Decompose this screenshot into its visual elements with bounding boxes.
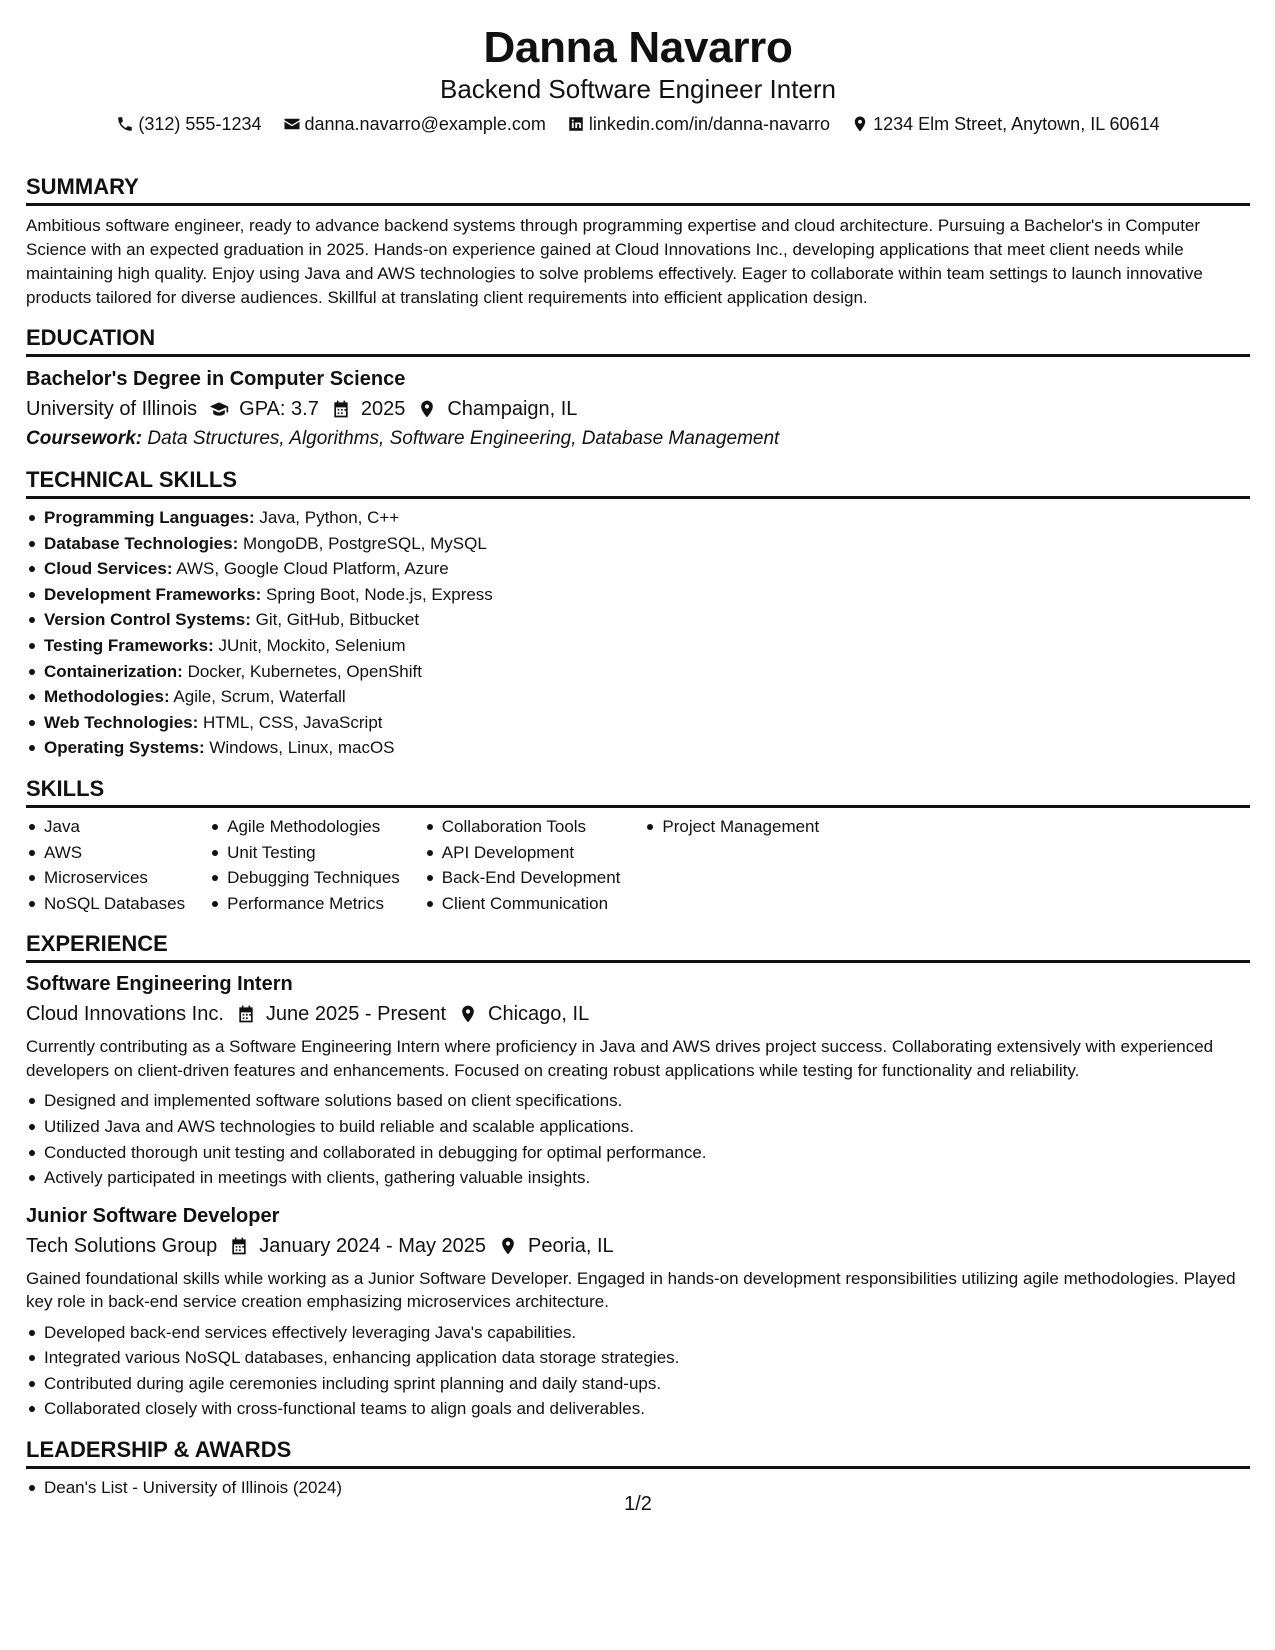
calendar-icon xyxy=(229,1236,249,1256)
candidate-title: Backend Software Engineer Intern xyxy=(439,74,837,104)
coursework-list: Data Structures, Algorithms, Software Engineering, Database Management xyxy=(147,428,780,449)
skill-values: Git, GitHub, Bitbucket xyxy=(255,610,420,630)
list-item xyxy=(44,556,1250,582)
list-item: Utilized Java and AWS technologies to build reliable and scalable applications. xyxy=(44,1114,1250,1140)
list-item: Collaborated closely with cross-functional teams to align goals and deliverables. xyxy=(44,1396,1250,1422)
summary-heading: SUMMARY xyxy=(26,173,1250,206)
map-pin-icon xyxy=(498,1236,518,1256)
skills-column xyxy=(644,814,819,916)
education-section xyxy=(26,324,1250,452)
list-item: Developed back-end services effectively leveraging Java's capabilities. xyxy=(44,1320,1250,1346)
phone-text: (312) 555-1234 xyxy=(138,114,262,134)
technical-skills-section xyxy=(26,466,1250,761)
job-title: Software Engineering Intern xyxy=(26,973,293,996)
school-name: University of Illinois xyxy=(26,398,198,420)
contact-linkedin[interactable] xyxy=(567,112,830,136)
skill-category: Version Control Systems: xyxy=(44,610,251,630)
job-location: Peoria, IL xyxy=(528,1234,614,1257)
job-description: Gained foundational skills while working as a Junior Software Developer. Engaged in hands-on development responsibilities utilizing agile methodologies. Played key role in back-end service creation emphasizing microservices architecture. xyxy=(26,1268,1236,1312)
list-item: Microservices xyxy=(44,865,185,891)
list-item: AWS xyxy=(44,840,185,866)
list-item: Agile Methodologies xyxy=(227,814,400,840)
technical-skills-heading: TECHNICAL SKILLS xyxy=(26,466,1250,499)
skills-column xyxy=(209,814,400,916)
skill-category: Web Technologies: xyxy=(44,712,199,732)
coursework-label: Coursework: xyxy=(26,428,143,449)
company-name: Tech Solutions Group xyxy=(26,1234,218,1257)
job-dates: January 2024 - May 2025 xyxy=(259,1234,487,1257)
skill-category: Containerization: xyxy=(44,661,183,681)
skills-heading: SKILLS xyxy=(26,775,1250,808)
job-description: Currently contributing as a Software Engineering Intern where proficiency in Java and AWS drives project success. Collaborating extensively with experienced developers on client-driven features and enhancements. Focused on creating robust applications while testing for functionality and reliability. xyxy=(26,1037,1214,1080)
list-item xyxy=(44,659,1250,685)
leadership-section xyxy=(26,1436,1250,1501)
list-item: Debugging Techniques xyxy=(227,865,400,891)
list-item: Conducted thorough unit testing and collaborated in debugging for optimal performance. xyxy=(44,1140,1250,1166)
list-item xyxy=(44,735,1250,761)
skill-category: Testing Frameworks: xyxy=(44,635,214,655)
technical-skills-list xyxy=(26,505,1250,761)
job-title: Junior Software Developer xyxy=(26,1204,280,1227)
job-bullets xyxy=(26,1088,1250,1190)
phone-icon xyxy=(116,115,134,133)
list-item: Collaboration Tools xyxy=(442,814,621,840)
list-item xyxy=(44,633,1250,659)
list-item: API Development xyxy=(442,840,621,866)
list-item: NoSQL Databases xyxy=(44,891,185,917)
contact-phone[interactable] xyxy=(116,112,261,136)
map-pin-icon xyxy=(458,1004,478,1024)
skill-category: Methodologies: xyxy=(44,687,170,707)
contact-address xyxy=(851,112,1160,136)
calendar-icon xyxy=(331,399,351,419)
skills-column xyxy=(424,814,621,916)
list-item xyxy=(44,531,1250,557)
school-location: Champaign, IL xyxy=(447,398,578,420)
skill-values: Java, Python, C++ xyxy=(259,508,400,527)
education-heading: EDUCATION xyxy=(26,324,1250,357)
job-meta xyxy=(26,1001,1250,1027)
list-item: Client Communication xyxy=(442,891,621,917)
list-item xyxy=(44,582,1250,608)
map-pin-icon xyxy=(417,399,437,419)
skill-values: MongoDB, PostgreSQL, MySQL xyxy=(243,533,487,553)
skill-values: AWS, Google Cloud Platform, Azure xyxy=(176,559,449,579)
experience-section xyxy=(26,930,1250,1422)
list-item xyxy=(44,710,1250,736)
linkedin-icon xyxy=(567,115,585,133)
summary-section xyxy=(26,173,1250,310)
degree-name: Bachelor's Degree in Computer Science xyxy=(26,368,406,390)
map-pin-icon xyxy=(851,115,869,133)
skill-values: Docker, Kubernetes, OpenShift xyxy=(187,661,422,681)
skill-values: HTML, CSS, JavaScript xyxy=(203,712,383,732)
skill-category: Programming Languages: xyxy=(44,508,255,527)
job-meta xyxy=(26,1233,1250,1259)
calendar-icon xyxy=(236,1004,256,1024)
list-item: Contributed during agile ceremonies including sprint planning and daily stand-ups. xyxy=(44,1371,1250,1397)
list-item: Project Management xyxy=(662,814,819,840)
skill-values: Windows, Linux, macOS xyxy=(209,738,395,758)
contact-email[interactable] xyxy=(283,112,546,136)
skills-column xyxy=(26,814,185,916)
summary-text: Ambitious software engineer, ready to advance backend systems through programming expertise and cloud architecture. Pursuing a Bachelor's in Computer Science with an expected graduation in 2025. Hands-on experience gained at Cloud Innovations Inc., developing applications that meet client needs while maintaining high quality. Enjoy using Java and AWS technologies to solve problems effectively. Eager to collaborate within team settings to launch innovative products tailored for diverse audiences. Skillful at translating client requirements into efficient application design. xyxy=(26,216,1203,307)
list-item: Actively participated in meetings with clients, gathering valuable insights. xyxy=(44,1165,1250,1191)
skills-section xyxy=(26,775,1250,916)
job-bullets xyxy=(26,1320,1250,1422)
list-item: Unit Testing xyxy=(227,840,400,866)
list-item: Java xyxy=(44,814,185,840)
job-dates: June 2025 - Present xyxy=(265,1003,447,1026)
leadership-heading: LEADERSHIP & AWARDS xyxy=(26,1436,1250,1469)
list-item: Dean's List - University of Illinois (2024) xyxy=(44,1475,1250,1501)
graduation-cap-icon xyxy=(209,399,229,419)
experience-heading: EXPERIENCE xyxy=(26,930,1250,963)
envelope-icon xyxy=(283,115,301,133)
email-text: danna.navarro@example.com xyxy=(304,114,546,134)
job-location: Chicago, IL xyxy=(488,1003,590,1026)
skill-category: Cloud Services: xyxy=(44,559,173,579)
skill-category: Database Technologies: xyxy=(44,533,239,553)
skills-grid xyxy=(26,814,1250,916)
list-item xyxy=(44,684,1250,710)
resume-page xyxy=(26,0,1250,1650)
skill-category: Operating Systems: xyxy=(44,738,205,758)
list-item: Integrated various NoSQL databases, enhancing application data storage strategies. xyxy=(44,1345,1250,1371)
graduation-year: 2025 xyxy=(360,398,406,420)
candidate-name: Danna Navarro xyxy=(483,23,793,72)
list-item: Performance Metrics xyxy=(227,891,400,917)
linkedin-text: linkedin.com/in/danna-navarro xyxy=(588,114,831,134)
list-item xyxy=(44,607,1250,633)
skill-category: Development Frameworks: xyxy=(44,584,262,604)
education-meta xyxy=(26,396,1250,422)
page-indicator: 1/2 xyxy=(624,1493,652,1515)
skill-values: Agile, Scrum, Waterfall xyxy=(173,687,346,707)
list-item: Back-End Development xyxy=(442,865,621,891)
skill-values: Spring Boot, Node.js, Express xyxy=(266,584,493,604)
contact-bar xyxy=(26,112,1250,139)
company-name: Cloud Innovations Inc. xyxy=(26,1003,224,1026)
address-text: 1234 Elm Street, Anytown, IL 60614 xyxy=(873,114,1160,134)
coursework-line xyxy=(26,426,1250,452)
gpa-text: GPA: 3.7 xyxy=(239,398,319,420)
list-item: Designed and implemented software solutions based on client specifications. xyxy=(44,1088,1250,1114)
skill-values: JUnit, Mockito, Selenium xyxy=(218,635,406,655)
list-item xyxy=(44,505,1250,531)
